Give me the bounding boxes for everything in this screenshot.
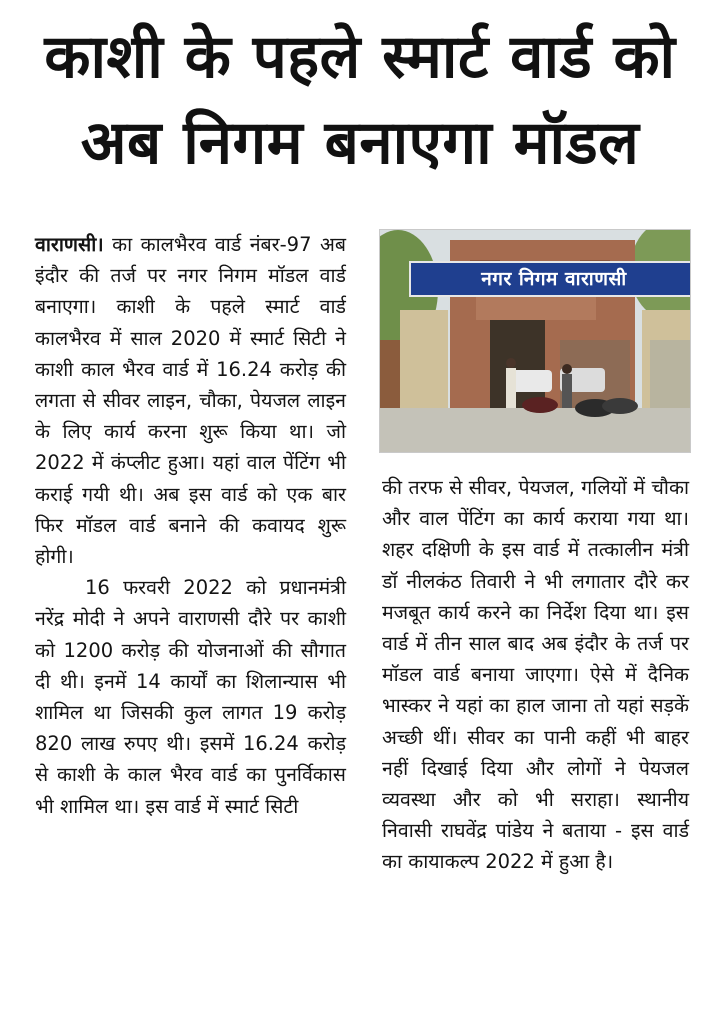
photo-sign-text: नगर निगम वाराणसी — [481, 268, 627, 290]
photo-scene — [380, 230, 690, 452]
article-paragraph-1 — [35, 229, 346, 572]
headline-line-2: अब निगम बनाएगा मॉडल — [80, 108, 640, 178]
article-left-column — [35, 229, 346, 822]
article-paragraph-2: 16 फरवरी 2022 को प्रधानमंत्री नरेंद्र मोदी ने अपने वाराणसी दौरे पर काशी को 1200 करोड़ की योजनाओं की सौगात दी थी। इनमें 14 कार्यों का शिलान्यास भी शामिल था जिसकी कुल लागत 19 करोड़ 820 लाख रुपए थी। इसमें 16.24 करोड़ से काशी के काल भैरव वार्ड का पुनर्विकास भी शामिल था। इस वार्ड में स्मार्ट सिटी — [35, 576, 346, 818]
article-right-column — [382, 472, 689, 878]
news-photo — [379, 229, 691, 453]
headline — [0, 14, 720, 186]
article-paragraph-3: की तरफ से सीवर, पेयजल, गलियों में चौका और वाल पेंटिंग का कार्य कराया गया था। शहर दक्षिणी के इस वार्ड में तत्कालीन मंत्री डॉ नीलकंठ तिवारी ने भी लगातार दौरे कर मजबूत कार्य करने का निर्देश दिया था। इस वार्ड में तीन साल बाद अब इंदौर के तर्ज पर मॉडल वार्ड बनाया जाएगा। ऐसे में दैनिक भास्कर ने यहां का हाल जाना तो यहां सड़कें अच्छी थीं। सीवर का पानी कहीं भी बाहर नहीं दिखाई दिया और लोगों ने पेयजल व्यवस्था और को भी सराहा। स्थानीय निवासी राघवेंद्र पांडेय ने बताया - इस वार्ड का कायाकल्प 2022 में हुआ है। — [382, 476, 689, 874]
article-paragraph-1-text: का कालभैरव वार्ड नंबर-97 अब इंदौर की तर्ज पर नगर निगम मॉडल वार्ड बनाएगा। काशी के पहले स्मार्ट वार्ड कालभैरव में साल 2020 में स्मार्ट सिटी ने काशी काल भैरव वार्ड में 16.24 करोड़ की लगता से सीवर लाइन, चौका, पेयजल लाइन के लिए कार्य करना शुरू किया था। जो 2022 में कंप्लीट हुआ। यहां वाल पेंटिंग भी कराई गयी थी। अब इस वार्ड को एक बार फिर मॉडल वार्ड बनाने की कवायद शुरू होगी। — [35, 233, 346, 569]
dateline: वाराणसी। — [35, 233, 104, 256]
headline-line-1: काशी के पहले स्मार्ट वार्ड को — [44, 22, 676, 92]
